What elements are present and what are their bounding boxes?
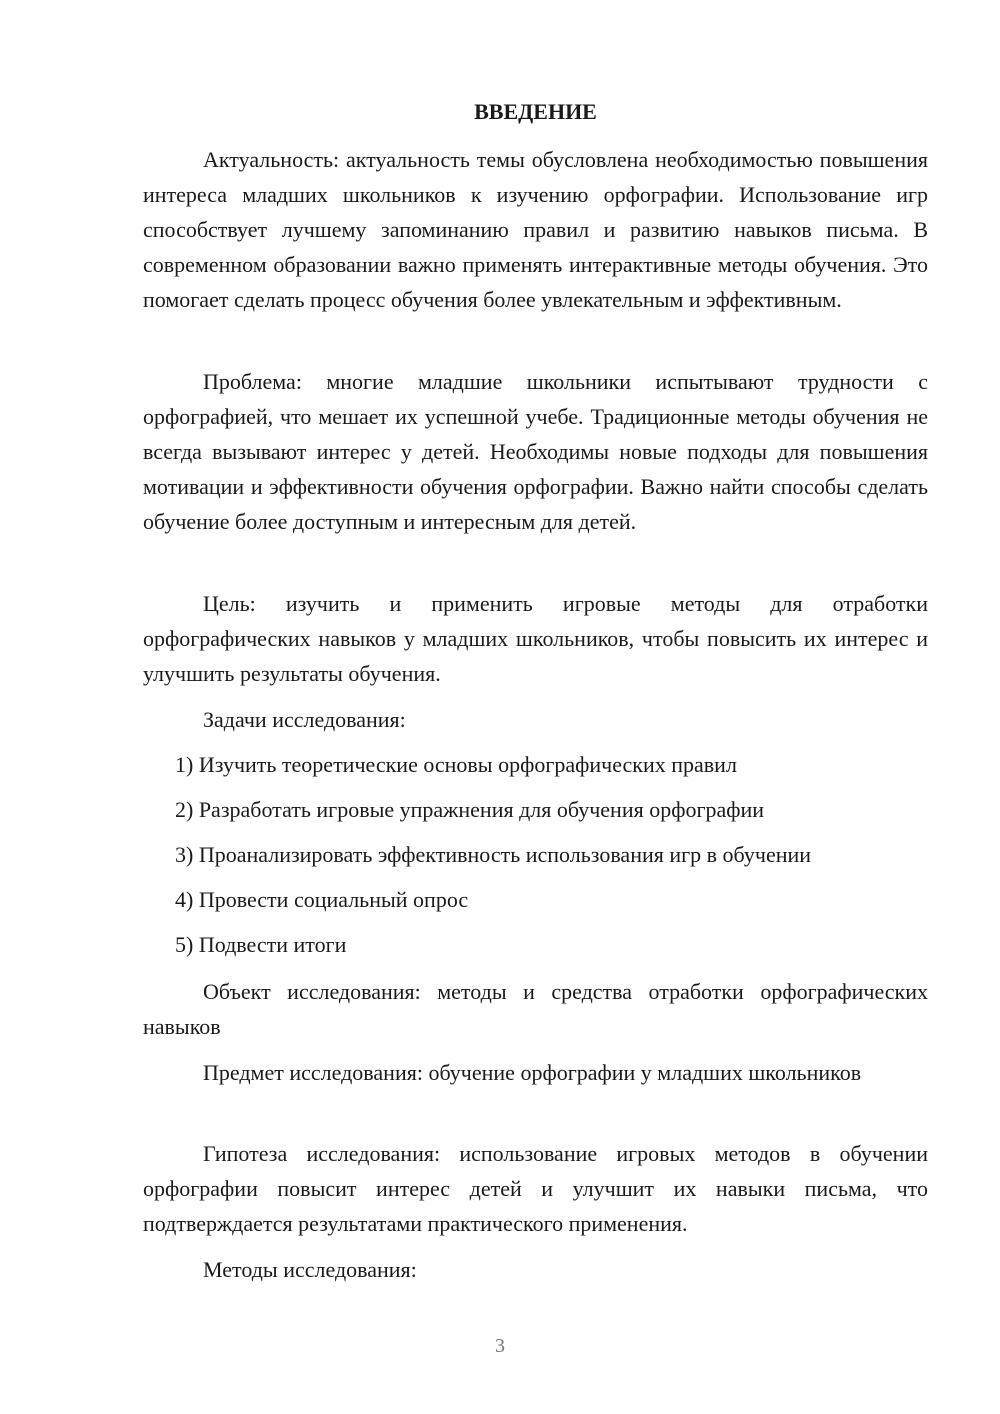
goal-paragraph: Цель: изучить и применить игровые методы для отработки орфографических навыков у младших школьников, чтобы повысить их интерес и улучшить результаты обучения. (143, 591, 928, 686)
subject-paragraph: Предмет исследования: обучение орфографии у младших школьников (203, 1060, 862, 1085)
task-item: 1) Изучить теоретические основы орфографических правил (175, 752, 737, 777)
task-item: 2) Разработать игровые упражнения для обучения орфографии (175, 797, 765, 822)
methods-title: Методы исследования: (203, 1257, 417, 1282)
hypothesis-paragraph: Гипотеза исследования: использование игровых методов в обучении орфографии повысит интерес детей и улучшит их навыки письма, что подтверждается результатами практического применения. (143, 1141, 928, 1236)
task-item: 3) Проанализировать эффективность использования игр в обучении (175, 842, 812, 867)
task-item: 5) Подвести итоги (175, 932, 347, 957)
problem-paragraph: Проблема: многие младшие школьники испытывают трудности с орфографией, что мешает их успешной учебе. Традиционные методы обучения не всегда вызывают интерес у детей. Необходимы новые подходы для повышения мотивации и эффективности обучения орфографии. Важно найти способы сделать обучение более доступным и интересным для детей. (143, 369, 928, 534)
task-item: 4) Провести социальный опрос (175, 887, 469, 912)
object-paragraph: Объект исследования: методы и средства отработки орфографических навыков (143, 979, 928, 1039)
page-number: 3 (495, 1335, 505, 1357)
tasks-title: Задачи исследования: (203, 707, 406, 732)
section-heading: ВВЕДЕНИЕ (474, 99, 597, 124)
relevance-paragraph: Актуальность: актуальность темы обусловлена необходимостью повышения интереса младших школьников к изучению орфографии. Использование игр способствует лучшему запоминанию правил и развитию навыков письма. В современном образовании важно применять интерактивные методы обучения. Это помогает сделать процесс обучения более увлекательным и эффективным. (143, 147, 928, 312)
